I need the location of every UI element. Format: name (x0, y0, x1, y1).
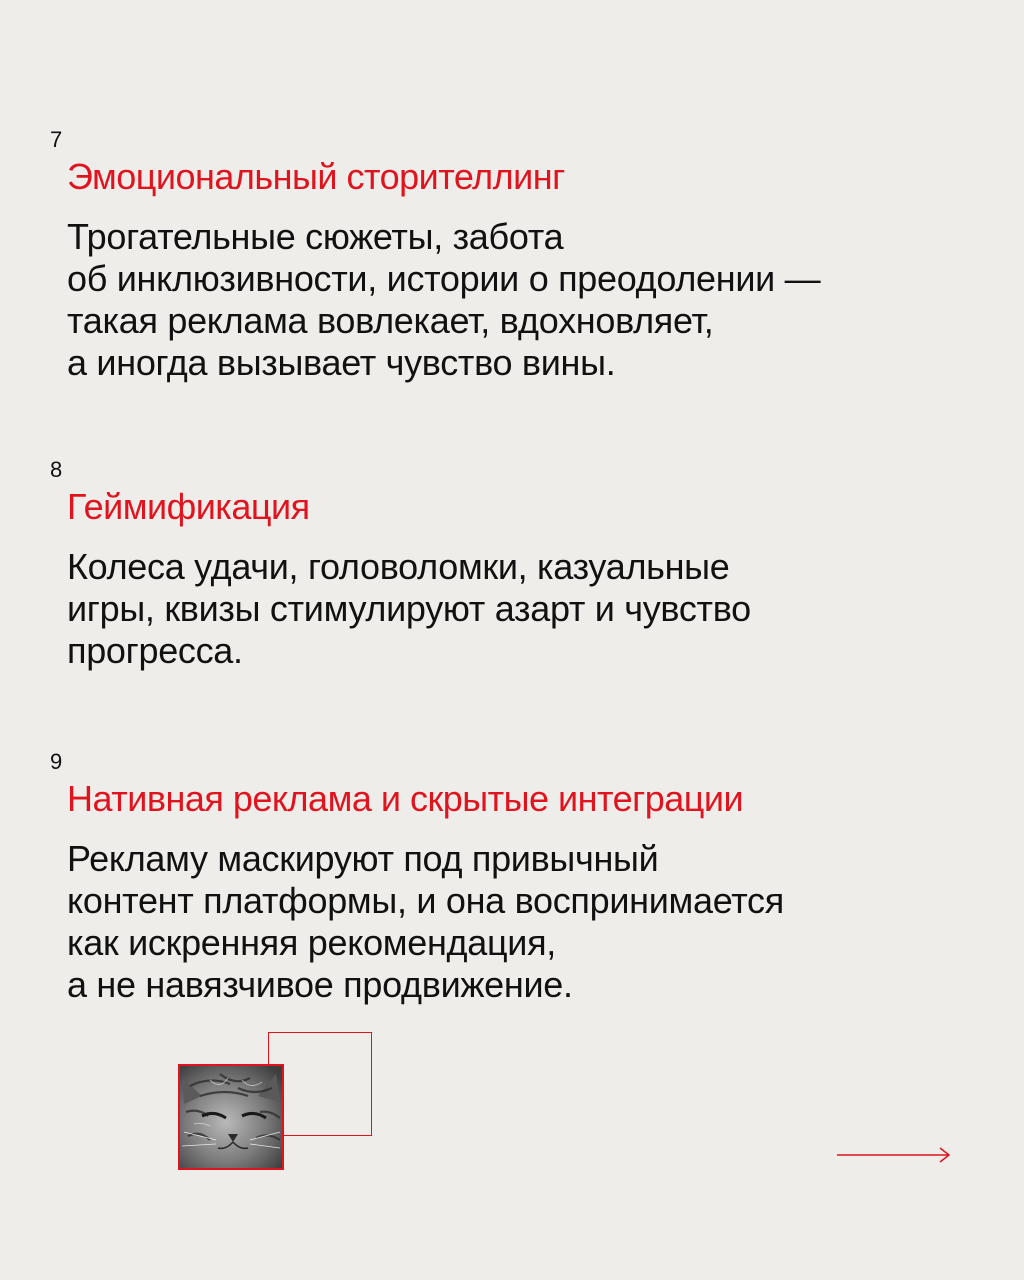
body-line: Колеса удачи, головоломки, казуальные (67, 546, 730, 587)
section-body (67, 546, 997, 672)
body-line: как искренняя рекомендация, (67, 922, 556, 963)
section-number: 9 (50, 749, 63, 774)
body-line: контент платформы, и она воспринимается (67, 880, 784, 921)
body-line: прогресса. (67, 630, 243, 671)
body-line: об инклюзивности, истории о преодолении — (67, 258, 821, 299)
section-title: Нативная реклама и скрытые интеграции (67, 778, 744, 819)
section-number: 7 (50, 127, 63, 152)
section-body (67, 838, 997, 1006)
cat-photo (178, 1064, 284, 1170)
body-line: такая реклама вовлекает, вдохновляет, (67, 300, 714, 341)
body-line: а не навязчивое продвижение. (67, 964, 573, 1005)
body-line: Рекламу маскируют под привычный (67, 838, 659, 879)
section-number: 8 (50, 457, 63, 482)
section-title: Геймификация (67, 486, 310, 527)
cat-face-icon (180, 1066, 282, 1168)
body-line: Трогательные сюжеты, забота (67, 216, 564, 257)
section-body (67, 216, 997, 384)
body-line: игры, квизы стимулируют азарт и чувство (67, 588, 751, 629)
arrow-right-icon[interactable] (836, 1146, 952, 1164)
section-title: Эмоциональный сторителлинг (67, 156, 565, 197)
body-line: а иногда вызывает чувство вины. (67, 342, 616, 383)
decorative-squares (178, 1032, 378, 1174)
